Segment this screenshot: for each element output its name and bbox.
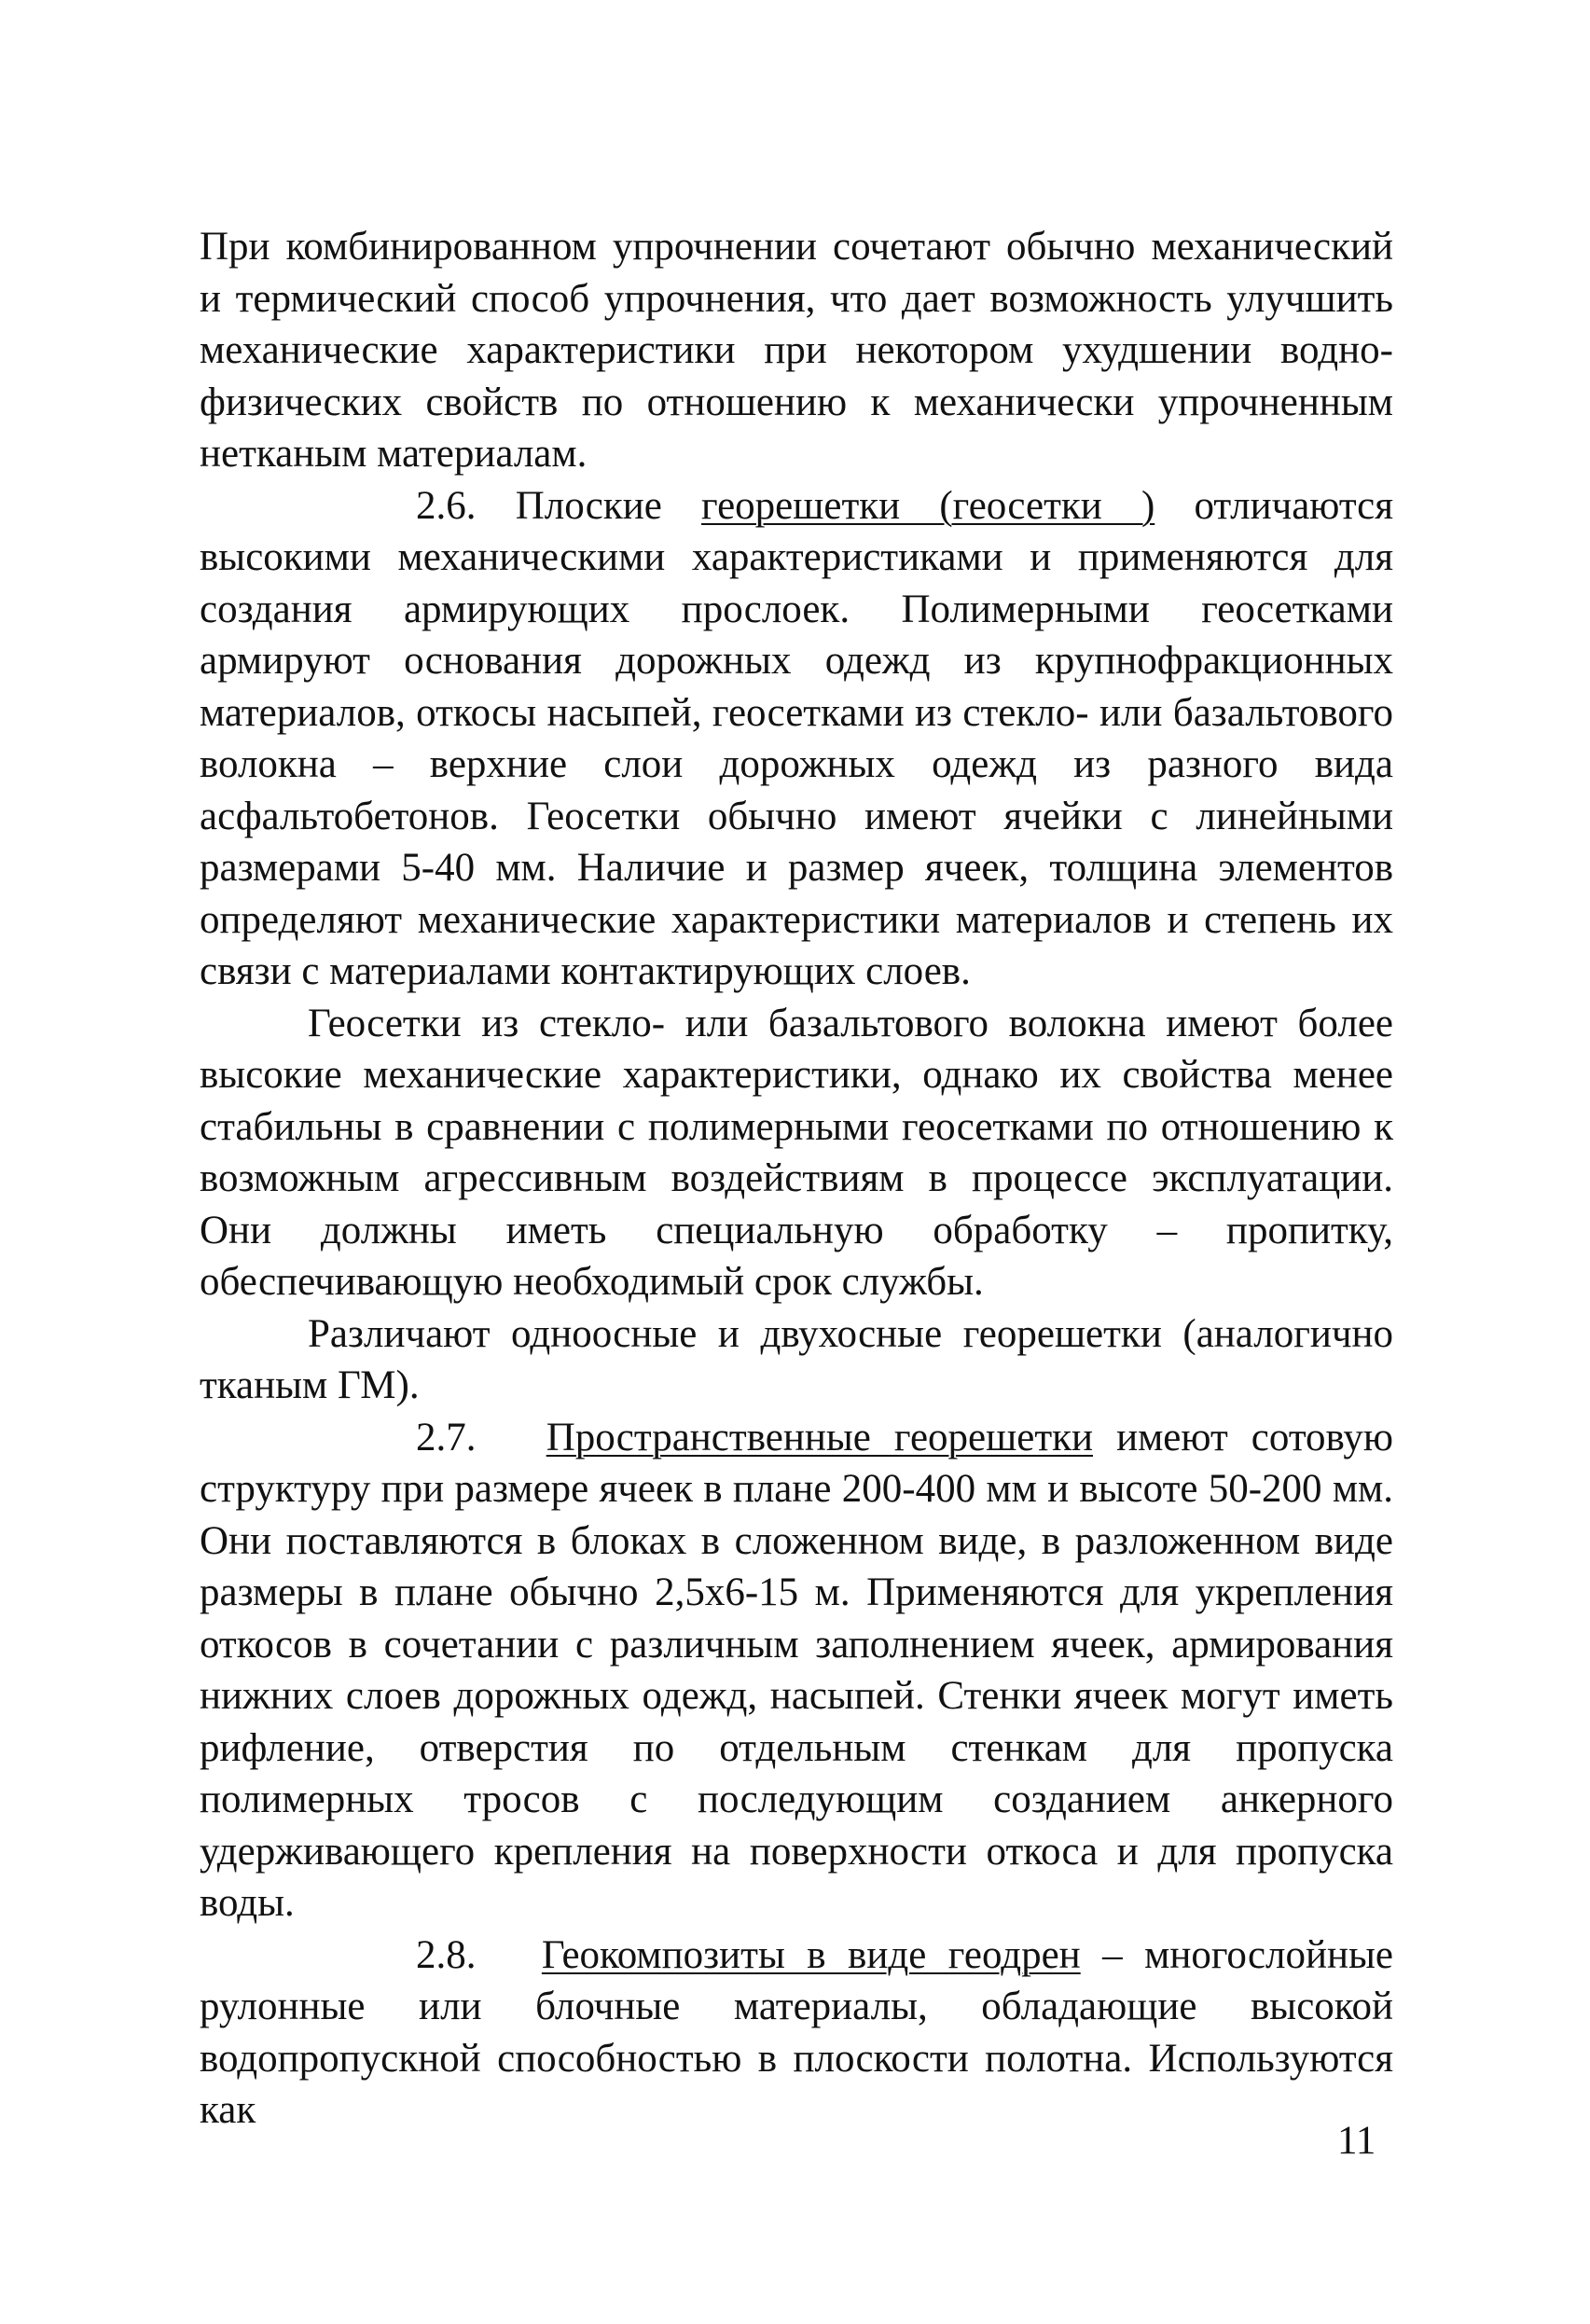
paragraph-2-7 (200, 1412, 1393, 1930)
paragraph-body: – многослойные рулонные или блочные материалы, обладающие высокой водопропускной способностью в плоскости полотна. Используются как (200, 1932, 1394, 2132)
paragraph-2-6 (200, 480, 1393, 998)
section-number: 2.7. (416, 1415, 477, 1459)
paragraph-2-8 (200, 1930, 1393, 2137)
paragraph-body: имеют сотовую структуру при размере ячеек в плане 200-400 мм и высоте 50-200 мм. Они поставляются в блоках в сложенном виде, в разложенном виде размеры в плане обычно 2,5х6-15 м. Применяются для укрепления откосов в сочетании с различным заполнением ячеек, армирования нижних слоев дорожных одежд, насыпей. Стенки ячеек могут иметь рифление, отверстия по отдельным стенкам для пропуска полимерных тросов с последующим созданием анкерного удерживающего крепления на поверхности откоса и для пропуска воды. (200, 1415, 1393, 1925)
paragraph-uniaxial-biaxial: Различают одноосные и двухосные георешетки (аналогично тканым ГМ). (200, 1311, 1393, 1407)
body-text (200, 221, 1393, 2137)
section-number: 2.6. (416, 483, 477, 528)
paragraph-lead: Плоские (515, 483, 662, 528)
paragraph-glass-basalt: Геосетки из стекло- или базальтового волокна имеют более высокие механические характеристики, однако их свойства менее стабильны в сравнении с полимерными геосетками по отношению к возможным агрессивным воздействиям в процессе эксплуатации. Они должны иметь специальную обработку – пропитку, обеспечивающую необходимый срок службы. (200, 1001, 1393, 1304)
paragraph-combined-strengthening: При комбинированном упрочнении сочетают обычно механический и термический способ упрочнения, что дает возможность улучшить механические характеристики при некотором ухудшении водно-физических свойств по отношению к механически упрочненным нетканым материалам. (200, 225, 1393, 476)
paragraph-body: отличаются высокими механическими характеристиками и применяются для создания армирующих прослоек. Полимерными геосетками армируют основания дорожных одежд из крупнофракционных материалов, откосы насыпей, геосетками из стекло- или базальтового волокна – верхние слои дорожных одежд из разного вида асфальтобетонов. Геосетки обычно имеют ячейки с линейными размерами 5-40 мм. Наличие и размер ячеек, толщина элементов определяют механические характеристики материалов и степень их связи с материалами контактирующих слоев. (200, 483, 1394, 993)
underlined-term: Пространственные георешетки (546, 1415, 1094, 1459)
page-number: 11 (1337, 2119, 1376, 2163)
underlined-term: Геокомпозиты в виде геодрен (541, 1932, 1081, 1977)
section-number: 2.8. (416, 1932, 477, 1977)
underlined-term: георешетки (геосетки ) (701, 483, 1155, 528)
